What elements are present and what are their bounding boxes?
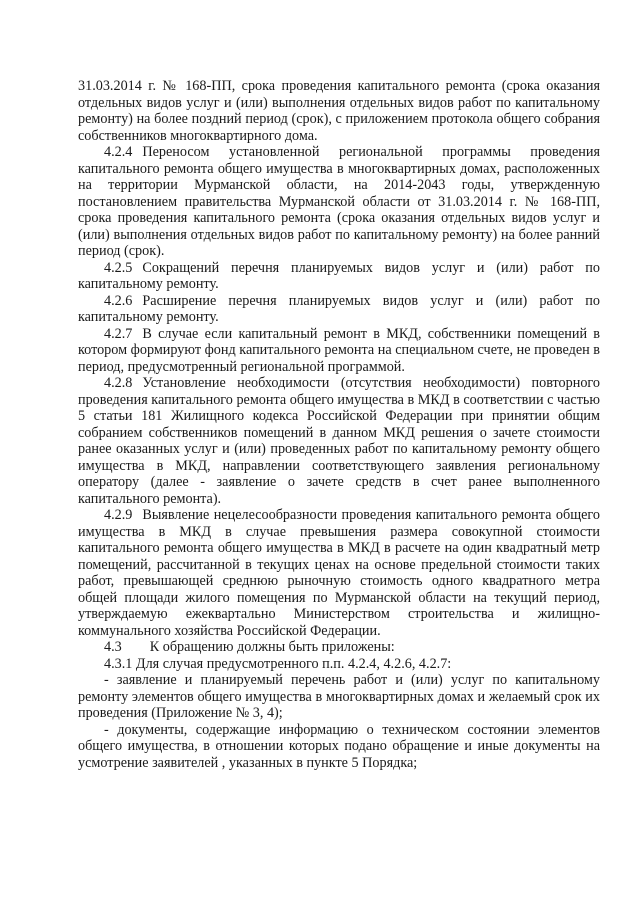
clause-number: 4.2.9 (104, 507, 133, 523)
paragraph-text: 4.3.1 Для случая предусмотренного п.п. 4.2.4, 4.2.6, 4.2.7: (104, 655, 452, 672)
paragraph-4-2-7 (78, 326, 600, 376)
paragraph-continuation (78, 78, 600, 144)
clause-number: 4.3 (104, 639, 122, 655)
paragraph-4-2-4 (78, 144, 600, 260)
list-item-documents (78, 722, 600, 772)
paragraph-text: К обращению должны быть приложены: (149, 639, 395, 655)
clause-number: 4.2.8 (104, 375, 133, 391)
paragraph-4-3 (78, 639, 600, 656)
paragraph-4-2-9 (78, 507, 600, 639)
paragraph-text: Сокращений перечня планируемых видов услуг и (или) работ по капитальному ремонту. (78, 259, 600, 292)
paragraph-4-2-5 (78, 260, 600, 293)
paragraph-4-2-8 (78, 375, 600, 507)
paragraph-text: 31.03.2014 г. № 168-ПП, срока проведения капитального ремонта (срока оказания отдельных видов услуг и (или) выполнения отдельных видов работ по капитальному ремонту) на более поздний период (срок), с приложением протокола общего собрания собственников многоквартирного дома. (78, 78, 600, 144)
clause-number: 4.2.6 (104, 292, 133, 309)
clause-number: 4.2.4 (104, 144, 133, 160)
paragraph-text: Расширение перечня планируемых видов услуг и (или) работ по капитальному ремонту. (78, 292, 600, 325)
paragraph-4-2-6 (78, 293, 600, 326)
list-item-application (78, 672, 600, 722)
paragraph-text: В случае если капитальный ремонт в МКД, собственники помещений в котором формируют фонд капитального ремонта на специальном счете, не проведен в период, предусмотренный региональной программой. (78, 325, 600, 375)
paragraph-4-3-1 (78, 656, 600, 673)
paragraph-text: - заявление и планируемый перечень работ и (или) услуг по капитальному ремонту элементов общего имущества в многоквартирных домах и желаемый срок их проведения (Приложение № 3, 4); (78, 672, 600, 721)
clause-number: 4.2.5 (104, 259, 133, 276)
paragraph-text: Переносом установленной региональной программы проведения капитального ремонта общего имущества в многоквартирных домах, расположенных на территории Мурманской области, на 2014-2043 годы, утвержденную постановлением правительства Мурманской области от 31.03.2014 г. № 168-ПП, срока проведения капитального ремонта (срока оказания отдельных видов услуг и (или) выполнения отдельных видов работ по капитальному ремонту) на более ранний период (срок). (78, 144, 600, 259)
paragraph-text: - документы, содержащие информацию о техническом состоянии элементов общего имущества, в отношении которых подано обращение и иные документы на усмотрение заявителей , указанных в пункте 5 Порядка; (78, 721, 600, 771)
clause-number: 4.2.7 (104, 325, 133, 342)
paragraph-text: Установление необходимости (отсутствия необходимости) повторного проведения капитального ремонта общего имущества в МКД в соответствии с частью 5 статьи 181 Жилищного кодекса Российской Федерации при принятии общим собранием собственников помещений в данном МКД решения о зачете стоимости ранее оказанных услуг и (или) проведенных работ по капитальному ремонту общего имущества в МКД, направлении соответствующего заявления региональному оператору (далее - заявление о зачете средств в счет ранее выполненного капитального ремонта). (78, 375, 600, 507)
paragraph-text: Выявление нецелесообразности проведения капитального ремонта общего имущества в МКД в случае превышения размера совокупной стоимости капитального ремонта общего имущества в МКД в расчете на один квадратный метр помещений, рассчитанной в текущих ценах на основе предельной стоимости таких работ, превышающей среднюю рыночную стоимость одного квадратного метра общей площади жилого помещения по Мурманской области на текущий период, утверждаемую ежеквартально Министерством строительства и жилищно-коммунального хозяйства Российской Федерации. (78, 507, 600, 639)
